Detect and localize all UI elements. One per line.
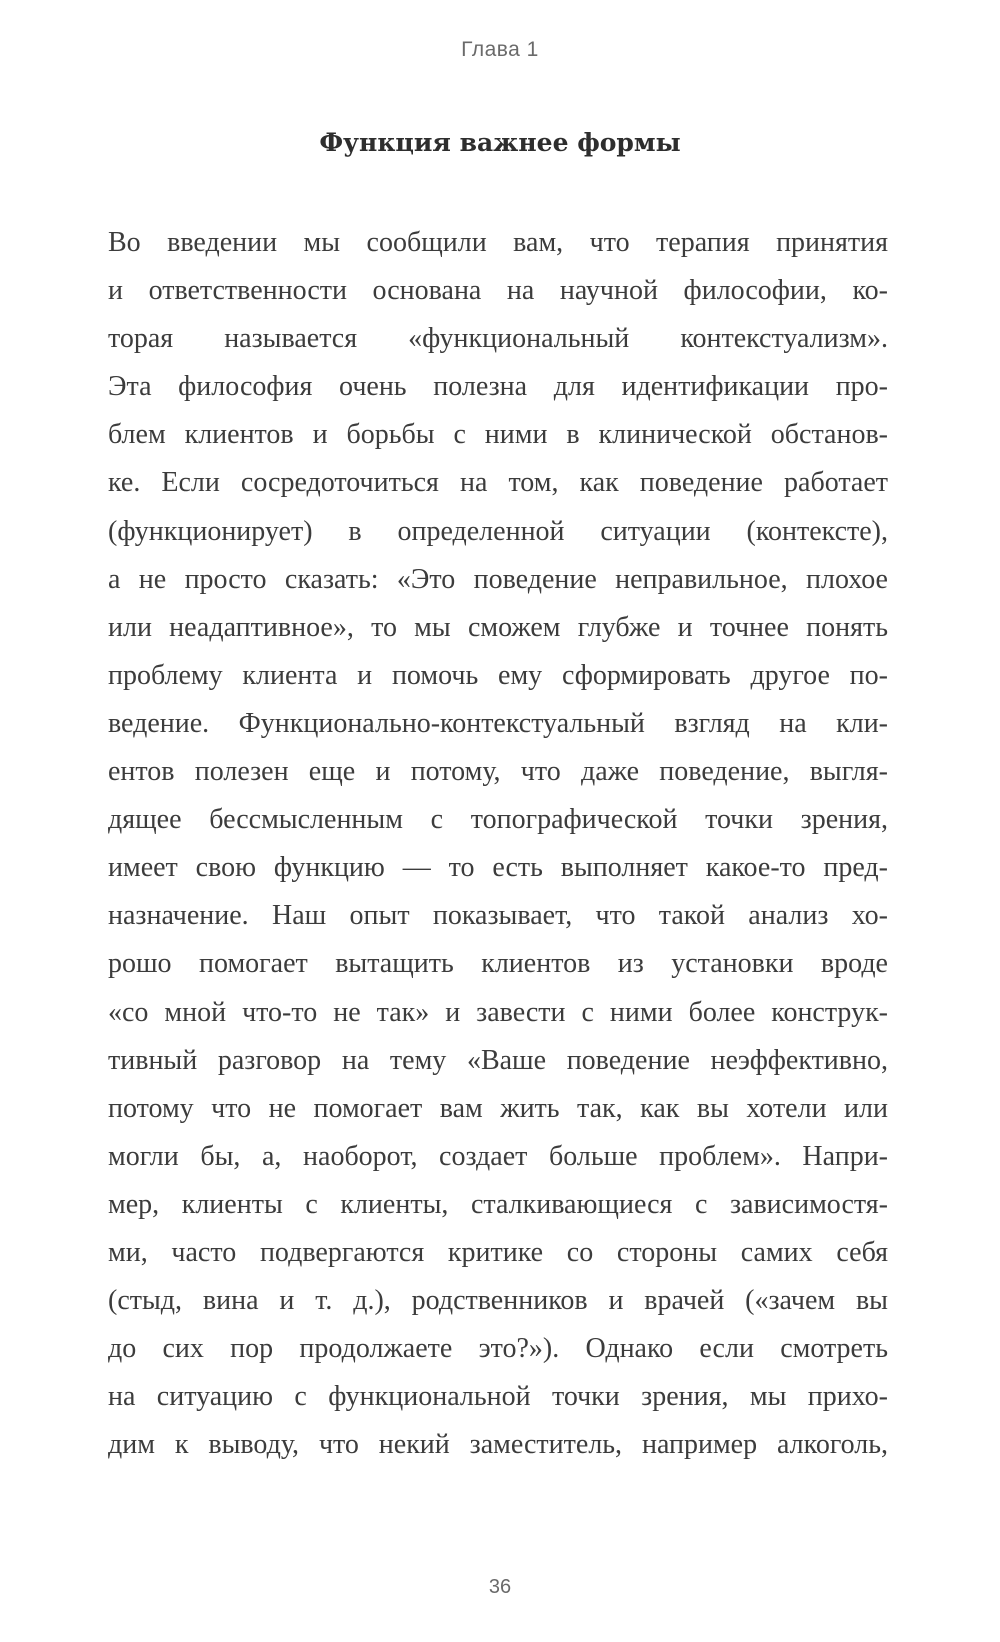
body-text — [108, 219, 888, 1469]
text-line: до сих пор продолжаете это?»). Однако если смотреть — [108, 1333, 888, 1365]
text-line: блем клиентов и борьбы с ними в клинической обстанов- — [108, 419, 888, 451]
text-line: рошо помогает вытащить клиентов из установки вроде — [108, 948, 888, 980]
text-line: потому что не помогает вам жить так, как вы хотели или — [108, 1092, 888, 1124]
running-head: Глава 1 — [461, 38, 539, 61]
text-line: мер, клиенты с клиенты, сталкивающиеся с зависимостя- — [108, 1188, 888, 1220]
text-line: имеет свою функцию — то есть выполняет какое-то пред- — [108, 852, 888, 884]
text-line: а не просто сказать: «Это поведение неправильное, плохое — [108, 563, 888, 595]
text-line: могли бы, а, наоборот, создает больше проблем». Напри- — [108, 1140, 888, 1172]
text-line: «со мной что-то не так» и завести с ними более конструк- — [108, 996, 888, 1028]
text-line: и ответственности основана на научной философии, ко- — [108, 275, 888, 307]
page-number: 36 — [488, 1576, 512, 1598]
text-line: дящее бессмысленным с топографической точки зрения, — [108, 804, 888, 836]
text-line: Во введении мы сообщили вам, что терапия принятия — [108, 227, 888, 258]
text-line: (функционирует) в определенной ситуации (контексте), — [108, 515, 888, 547]
text-line: Эта философия очень полезна для идентификации про- — [108, 371, 888, 403]
text-line: ведение. Функционально-контекстуальный взгляд на кли- — [108, 707, 888, 739]
text-line: или неадаптивное», то мы сможем глубже и точнее понять — [108, 611, 888, 643]
text-line: тивный разговор на тему «Ваше поведение неэффективно, — [108, 1044, 888, 1076]
text-line: ке. Если сосредоточиться на том, как поведение работает — [108, 467, 888, 499]
text-line: ми, часто подвергаются критике со стороны самих себя — [108, 1236, 888, 1268]
text-line: ентов полезен еще и потому, что даже поведение, выгля- — [108, 756, 888, 788]
text-line: на ситуацию с функциональной точки зрения, мы прихо- — [108, 1381, 888, 1413]
text-line: (стыд, вина и т. д.), родственников и врачей («зачем вы — [108, 1285, 888, 1317]
text-line: торая называется «функциональный контекстуализм». — [108, 323, 888, 355]
text-line: проблему клиента и помочь ему сформировать другое по- — [108, 659, 888, 691]
text-line: назначение. Наш опыт показывает, что такой анализ хо- — [108, 900, 888, 932]
chapter-title: Функция важнее формы — [319, 128, 681, 157]
text-line: дим к выводу, что некий заместитель, например алкоголь, — [108, 1429, 888, 1461]
